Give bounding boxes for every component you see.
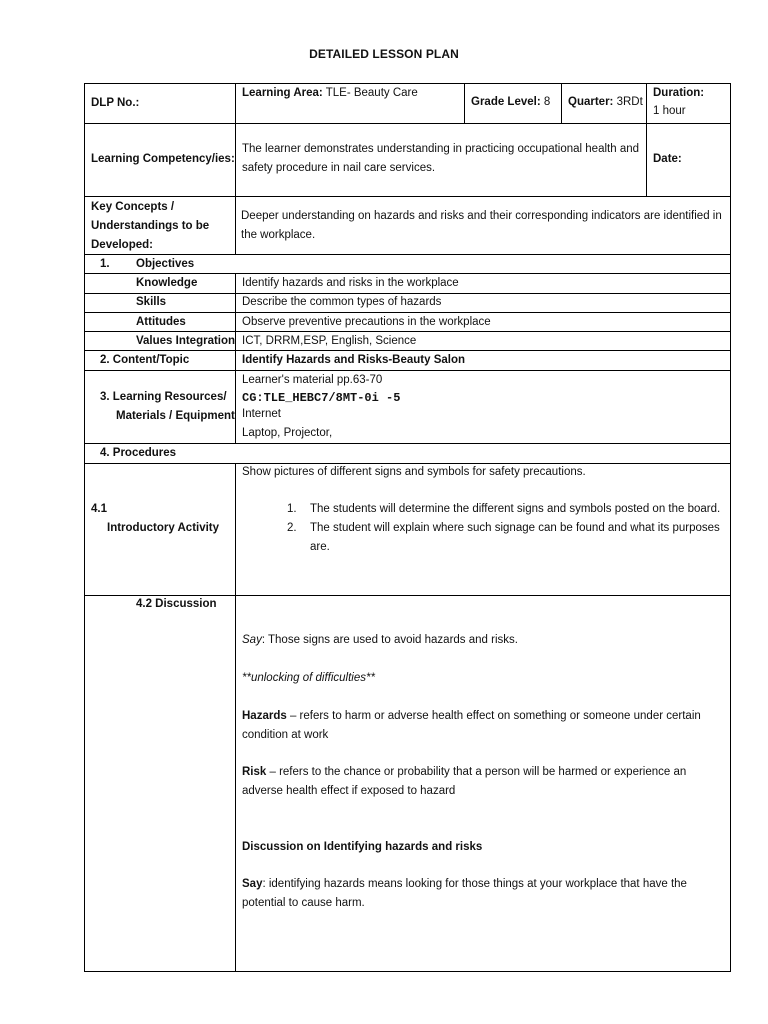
objective-knowledge-text: Identify hazards and risks in the workplace — [242, 277, 459, 289]
learning-area-value: TLE- Beauty Care — [322, 87, 418, 99]
dlp-no-label: DLP No.: — [91, 97, 140, 109]
risk-def: – refers to the chance or probability that a person will be harmed or experience an adverse health effect if exposed to hazard — [242, 766, 687, 797]
competency-label: Learning Competency/ies: — [91, 153, 235, 165]
objective-skills-text: Describe the common types of hazards — [242, 296, 442, 308]
procedures-label: 4. Procedures — [100, 447, 177, 459]
hazards-definition — [242, 707, 702, 745]
learning-area — [242, 84, 418, 103]
intro-activity-label: Introductory Activity — [107, 522, 220, 534]
discussion-say — [242, 631, 518, 650]
duration-label: Duration: — [653, 87, 705, 99]
objective-knowledge-label: Knowledge — [136, 277, 198, 289]
say2-label: Say — [242, 878, 263, 890]
intro-step-text: The student will explain where such signage can be found and what its purposes are. — [310, 522, 720, 553]
page-title: DETAILED LESSON PLAN — [309, 47, 459, 61]
objective-attitudes-text: Observe preventive precautions in the workplace — [242, 316, 491, 328]
duration-value: 1 hour — [653, 105, 686, 117]
intro-step-number: 2. — [287, 522, 297, 534]
say2-text: : identifying hazards means looking for those things at your workplace that have the potential to cause harm. — [242, 878, 687, 909]
resource-item: CG:TLE_HEBC7/8MT-0i -5 — [242, 391, 401, 405]
hazards-def: – refers to harm or adverse health effect on something or someone under certain condition at work — [242, 710, 701, 741]
say-text: : Those signs are used to avoid hazards and risks. — [261, 634, 518, 646]
quarter — [568, 93, 643, 112]
content-topic-text: Identify Hazards and Risks-Beauty Salon — [242, 354, 466, 366]
resources-label-line1: 3. Learning Resources/ — [100, 391, 227, 403]
grade-level — [471, 93, 550, 112]
resources-label-line2: Materials / Equipment — [116, 410, 235, 422]
hazards-term: Hazards — [242, 710, 287, 722]
objective-values-label: Values Integration — [136, 335, 236, 347]
resource-item: Internet — [242, 408, 281, 420]
objectives-number: 1. — [100, 258, 110, 270]
competency-text: The learner demonstrates understanding in practicing occupational health and safety procedure in nail care services. — [242, 143, 640, 174]
grade-level-value: 8 — [540, 96, 551, 108]
resource-item: Laptop, Projector, — [242, 427, 333, 439]
say-label: Say — [242, 634, 262, 646]
content-topic-label: 2. Content/Topic — [100, 354, 190, 366]
quarter-label: Quarter: — [568, 96, 614, 108]
quarter-value: 3RDt — [613, 96, 643, 108]
intro-step-text: The students will determine the different signs and symbols posted on the board. — [310, 503, 721, 515]
objective-skills-label: Skills — [136, 296, 167, 308]
risk-definition — [242, 763, 726, 801]
objective-attitudes-label: Attitudes — [136, 316, 186, 328]
objectives-label: Objectives — [136, 258, 195, 270]
intro-activity-number: 4.1 — [91, 503, 107, 515]
discussion-label: 4.2 Discussion — [136, 598, 217, 610]
key-concepts-label: Key Concepts / Understandings to be Developed: — [91, 201, 210, 251]
intro-step-number: 1. — [287, 503, 297, 515]
grade-level-label: Grade Level: — [471, 96, 541, 108]
key-concepts-text: Deeper understanding on hazards and risks and their corresponding indicators are identified in the workplace. — [241, 210, 722, 241]
discussion-subheading: Discussion on Identifying hazards and risks — [242, 841, 483, 853]
intro-activity-lead: Show pictures of different signs and symbols for safety precautions. — [242, 466, 586, 478]
date-label: Date: — [653, 153, 682, 165]
resource-item: Learner's material pp.63-70 — [242, 374, 383, 386]
objective-values-text: ICT, DRRM,ESP, English, Science — [242, 335, 417, 347]
unlocking-difficulties: **unlocking of difficulties** — [242, 672, 375, 684]
learning-area-label: Learning Area: — [242, 87, 323, 99]
discussion-say-2 — [242, 875, 702, 913]
risk-term: Risk — [242, 766, 267, 778]
